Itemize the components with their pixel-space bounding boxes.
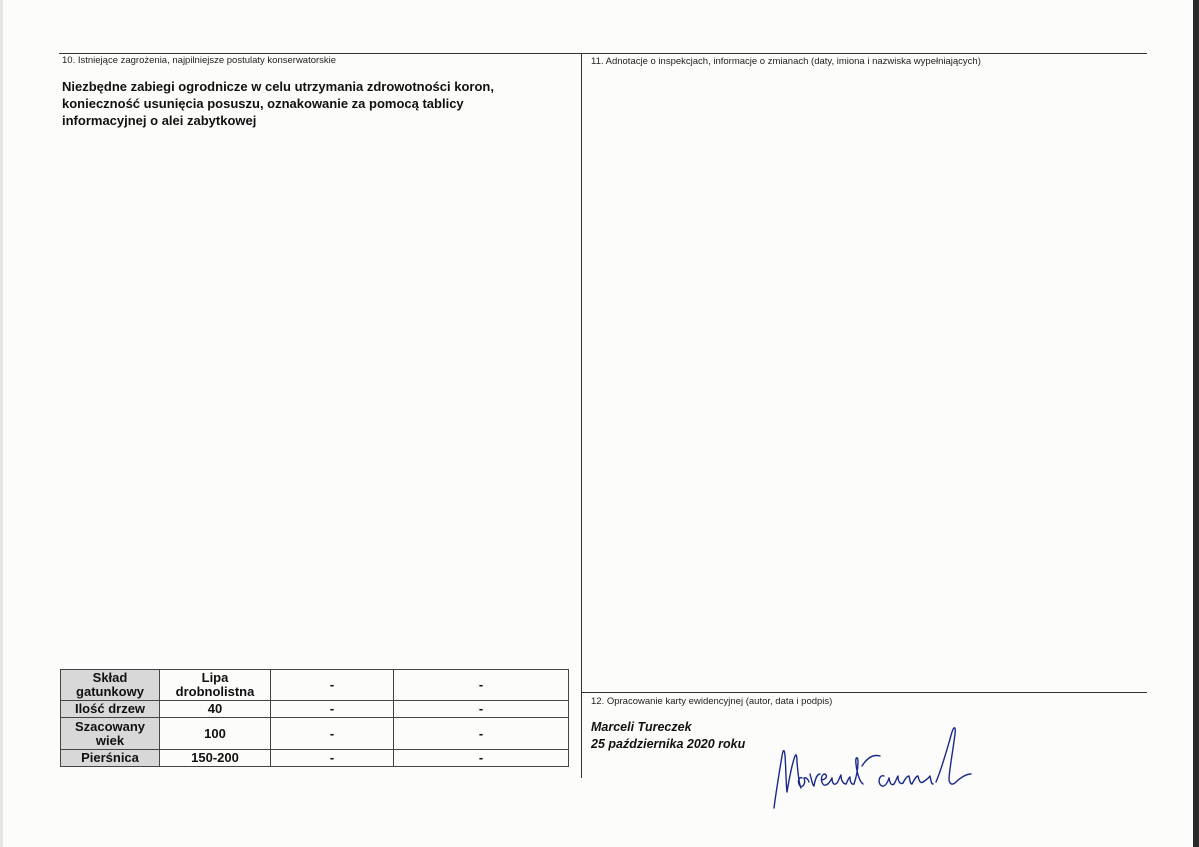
row-header: Pierśnica — [61, 750, 160, 767]
row-header: Szacowany wiek — [61, 718, 160, 750]
signature — [770, 722, 975, 814]
section11-label: 11. Adnotacje o inspekcjach, informacje o zmianach (daty, imiona i nazwiska wypełniających) — [591, 56, 981, 67]
column-divider — [581, 53, 582, 778]
table-cell: - — [271, 750, 394, 767]
table-cell: - — [394, 750, 569, 767]
scan-edge-left — [0, 0, 3, 847]
scan-edge-right — [1193, 0, 1199, 847]
table-cell: 40 — [160, 701, 271, 718]
table-cell: Lipa drobnolistna — [160, 670, 271, 701]
table-row — [61, 670, 569, 701]
section10-text: Niezbędne zabiegi ogrodnicze w celu utrzymania zdrowotności koron, konieczność usunięcia posuszu, oznakowanie za pomocą tablicy informacyjnej o alei zabytkowej — [62, 79, 494, 128]
author-name: Marceli Tureczek — [591, 720, 692, 734]
top-rule-right — [582, 53, 1147, 54]
species-table — [60, 669, 569, 767]
author-block — [591, 719, 745, 753]
table-cell: - — [394, 670, 569, 701]
row-header: Ilość drzew — [61, 701, 160, 718]
top-rule-left — [59, 53, 581, 54]
section12-rule — [582, 692, 1147, 693]
table-cell: 100 — [160, 718, 271, 750]
section12-label: 12. Opracowanie karty ewidencyjnej (autor, data i podpis) — [591, 696, 833, 707]
table-cell: - — [271, 670, 394, 701]
author-date: 25 października 2020 roku — [591, 737, 746, 751]
section10-label: 10. Istniejące zagrożenia, najpilniejsze postulaty konserwatorskie — [62, 55, 337, 66]
table-row — [61, 701, 569, 718]
row-header: Skład gatunkowy — [61, 670, 160, 701]
table-row — [61, 718, 569, 750]
table-cell: - — [394, 701, 569, 718]
table-cell: - — [394, 718, 569, 750]
table-row — [61, 750, 569, 767]
table-cell: - — [271, 718, 394, 750]
table-cell: - — [271, 701, 394, 718]
table-cell: 150-200 — [160, 750, 271, 767]
